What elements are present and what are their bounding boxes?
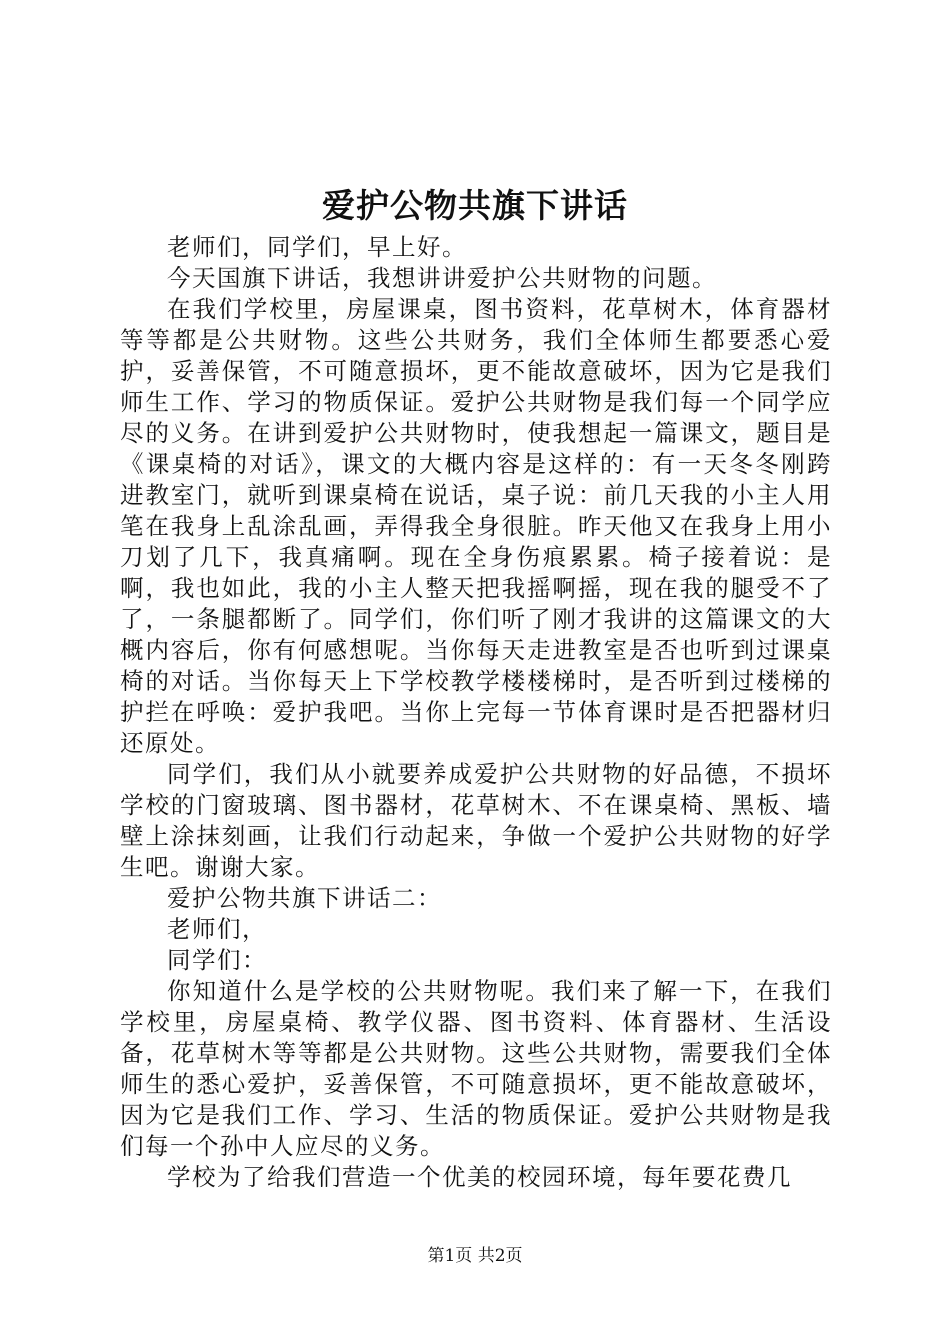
paragraph-school-effort: 学校为了给我们营造一个优美的校园环境，每年要花费几 [167,1163,792,1191]
paragraph-public-property: 你知道什么是学校的公共财物呢。我们来了解一下，在我们学校里，房屋桌椅、教学仪器、图书资料、体育器材、生活设备，花草树木等等都是公共财物。这些公共财物，需要我们全体师生的悉心爱护，妥善保管，不可随意损坏，更不能故意破坏，因为它是我们工作、学习、生活的物质保证。爱护公共财物是我们每一个孙中人应尽的义务。 [120,977,832,1160]
paragraph-call-to-action: 同学们，我们从小就要养成爱护公共财物的好品德，不损坏学校的门窗玻璃、图书器材，花草树木、不在课桌椅、黑板、墙壁上涂抹刻画，让我们行动起来，争做一个爱护公共财物的好学生吧。谢谢大家。 [120,760,832,881]
paragraph-section-two-heading: 爱护公物共旗下讲话二： [167,884,442,912]
paragraph-greeting: 老师们，同学们，早上好。 [167,233,467,261]
paragraph-teachers: 老师们， [167,915,267,943]
paragraph-students: 同学们： [167,946,267,974]
page-footer: 第1页 共2页 [427,1246,523,1266]
paragraph-main: 在我们学校里，房屋课桌，图书资料，花草树木，体育器材等等都是公共财物。这些公共财务，我们全体师生都要悉心爱护，妥善保管，不可随意损坏，更不能故意破坏，因为它是我们师生工作、学习的物质保证。爱护公共财物是我们每一个同学应尽的义务。在讲到爱护公共财物时，使我想起一篇课文，题目是《课桌椅的对话》，课文的大概内容是这样的：有一天冬冬刚跨进教室门，就听到课桌椅在说话，桌子说：前几天我的小主人用笔在我身上乱涂乱画，弄得我全身很脏。昨天他又在我身上用小刀划了几下，我真痛啊。现在全身伤痕累累。椅子接着说：是啊，我也如此，我的小主人整天把我摇啊摇，现在我的腿受不了了，一条腿都断了。同学们，你们听了刚才我讲的这篇课文的大概内容后，你有何感想呢。当你每天走进教室是否也听到过课桌椅的对话。当你每天上下学校教学楼楼梯时，是否听到过楼梯的护拦在呼唤：爱护我吧。当你上完每一节体育课时是否把器材归还原处。 [120,295,832,757]
document-body [120,232,832,1193]
document-title: 爱护公物共旗下讲话 [322,186,628,225]
paragraph-topic: 今天国旗下讲话，我想讲讲爱护公共财物的问题。 [167,264,717,292]
